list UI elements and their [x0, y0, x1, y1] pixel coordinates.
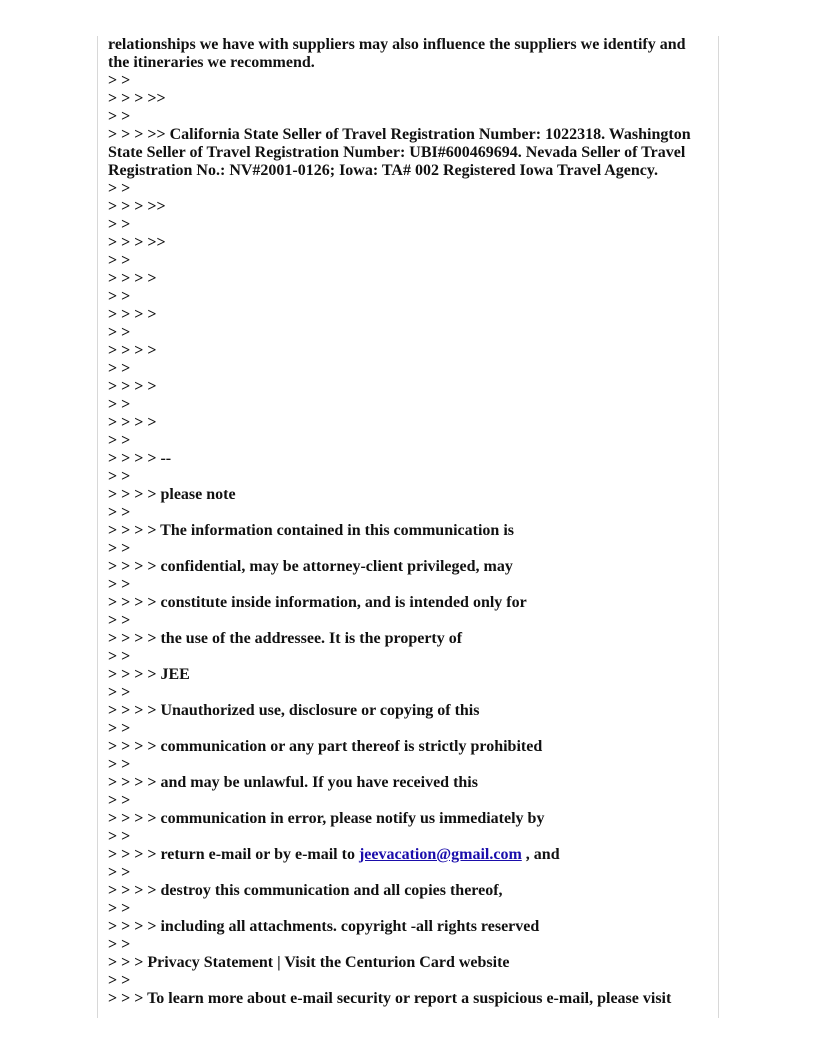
signature-separator: > > > > --: [108, 450, 172, 467]
email-line-suffix: , and: [521, 846, 560, 863]
body-line: > >: [108, 648, 131, 665]
body-line: > >: [108, 756, 131, 773]
disclaimer-line: > > > > communication in error, please notify us immediately by: [108, 810, 545, 827]
disclaimer-line: > > > > constitute inside information, and is intended only for: [108, 594, 527, 611]
body-line: > >: [108, 72, 131, 89]
disclaimer-line: > > > > The information contained in this communication is: [108, 522, 514, 539]
body-line: > > > >>: [108, 198, 166, 215]
body-line: > >: [108, 972, 131, 989]
disclaimer-heading: > > > > please note: [108, 486, 236, 503]
body-line: > >: [108, 612, 131, 629]
body-line: > >: [108, 432, 131, 449]
body-line: > > > >: [108, 306, 157, 323]
body-line: > >: [108, 720, 131, 737]
body-line: > >: [108, 108, 131, 125]
body-line: > >: [108, 828, 131, 845]
disclaimer-line: > > > > including all attachments. copyright -all rights reserved: [108, 918, 540, 935]
body-line: > >: [108, 468, 131, 485]
email-contact-line: [108, 846, 704, 864]
body-line: > >: [108, 324, 131, 341]
email-body: [108, 36, 704, 1008]
body-line: > >: [108, 504, 131, 521]
email-link[interactable]: jeevacation@gmail.com: [358, 846, 522, 863]
body-line: > > > >: [108, 270, 157, 287]
disclaimer-line: > > > > destroy this communication and all copies thereof,: [108, 882, 503, 899]
document-page: [97, 36, 719, 1018]
body-line: > > > >: [108, 378, 157, 395]
body-line: > >: [108, 900, 131, 917]
security-notice-line: > > > To learn more about e-mail security or report a suspicious e-mail, please visit: [108, 990, 672, 1007]
disclaimer-line: > > > > Unauthorized use, disclosure or copying of this: [108, 702, 480, 719]
registration-paragraph: > > > >> California State Seller of Travel Registration Number: 1022318. Washington State Seller of Travel Registration Number: UBI#600469694. Nevada Seller of Travel Registration No.: NV#2001-0126; Iowa: TA# 002 Registered Iowa Travel Agency.: [108, 126, 691, 179]
privacy-statement-line: > > > Privacy Statement | Visit the Centurion Card website: [108, 954, 510, 971]
body-line: > > > >: [108, 414, 157, 431]
body-line: > >: [108, 864, 131, 881]
body-line: > > > >>: [108, 90, 166, 107]
disclaimer-line: > > > > the use of the addressee. It is the property of: [108, 630, 463, 647]
body-line: > >: [108, 216, 131, 233]
body-line: > > > >: [108, 342, 157, 359]
body-line: > >: [108, 180, 131, 197]
disclaimer-line: > > > > JEE: [108, 666, 190, 683]
body-line: > >: [108, 540, 131, 557]
disclaimer-line: > > > > confidential, may be attorney-client privileged, may: [108, 558, 513, 575]
disclaimer-line: > > > > communication or any part thereof is strictly prohibited: [108, 738, 543, 755]
disclaimer-line: > > > > and may be unlawful. If you have received this: [108, 774, 478, 791]
body-line: > >: [108, 252, 131, 269]
body-line: > >: [108, 792, 131, 809]
body-line: > > > >>: [108, 234, 166, 251]
body-line: > >: [108, 576, 131, 593]
body-line: > >: [108, 360, 131, 377]
body-line: > >: [108, 684, 131, 701]
body-line: > >: [108, 288, 131, 305]
body-line: relationships we have with suppliers may also influence the suppliers we identify and the itineraries we recommend.: [108, 36, 686, 71]
email-line-prefix: > > > > return e-mail or by e-mail to: [108, 846, 359, 863]
body-line: > >: [108, 396, 131, 413]
body-line: > >: [108, 936, 131, 953]
